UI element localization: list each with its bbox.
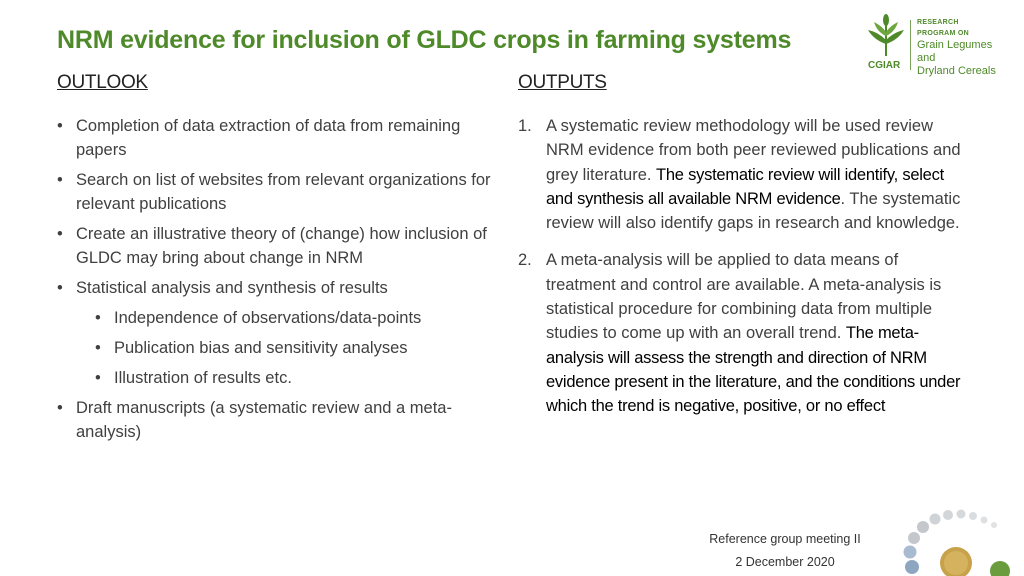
bullet-icon: • [95, 369, 101, 387]
list-item-text: Publication bias and sensitivity analyses [114, 339, 408, 357]
logo-line: Dryland Cereals [917, 65, 996, 77]
list-item-text: Independence of observations/data-points [114, 309, 422, 327]
page-title: NRM evidence for inclusion of GLDC crops in farming systems [57, 26, 792, 54]
numbered-item [518, 114, 968, 235]
item-text: A systematic review methodology will be used review NRM evidence from both peer reviewed publications and grey literature. [546, 117, 961, 184]
logo-program-text [917, 17, 1012, 78]
outlook-list [57, 114, 502, 450]
outputs-heading: OUTPUTS [518, 72, 607, 93]
list-item [57, 222, 502, 270]
list-item-text: Search on list of websites from relevant organizations for relevant publications [76, 171, 491, 213]
logo-line: PROGRAM ON [917, 30, 969, 37]
crop-sheaf-icon [864, 14, 908, 58]
footer-date: 2 December 2020 [735, 555, 835, 569]
item-text: . The systematic review will also identify gaps in research and knowledge. [546, 189, 961, 233]
item-text: A meta-analysis will be applied to data means of treatment and control are available. A meta-analysis is statistical procedure for combining data from multiple studies to come up with an overall trend. [546, 251, 942, 343]
list-item-text: Completion of data extraction of data from remaining papers [76, 117, 461, 159]
footer-meeting: Reference group meeting II [709, 532, 861, 546]
bullet-icon: • [95, 339, 101, 357]
bullet-icon: • [95, 309, 101, 327]
list-item-text: Draft manuscripts (a systematic review and a meta-analysis) [76, 399, 452, 441]
logo-line: RESEARCH [917, 19, 959, 26]
numbered-item [518, 248, 968, 418]
bullet-icon: • [57, 117, 63, 135]
bullet-icon: • [57, 225, 63, 243]
bullet-icon: • [57, 399, 63, 417]
list-item-text: Illustration of results etc. [114, 369, 292, 387]
item-emphasis: The meta-analysis will assess the strength and direction of NRM evidence present in the literature, and the conditions under which the trend is negative, positive, or no effect [546, 324, 961, 416]
list-item [57, 276, 502, 300]
item-number: 2. [518, 251, 532, 270]
sub-list-item [95, 336, 502, 360]
list-item [57, 396, 502, 444]
outlook-heading: OUTLOOK [57, 72, 148, 93]
list-item-text: Statistical analysis and synthesis of results [76, 279, 388, 297]
sub-list-item [95, 306, 502, 330]
item-emphasis: The systematic review will identify, select and synthesis all available NRM evidence [546, 165, 944, 208]
list-item-text: Create an illustrative theory of (change) how inclusion of GLDC may bring about change in NRM [76, 225, 487, 267]
cgiar-wordmark: CGIAR [868, 60, 901, 71]
logo-divider [910, 20, 911, 70]
logo-line: Grain Legumes and [917, 39, 993, 64]
cgiar-gldc-logo [862, 14, 1012, 77]
decorative-bead-arc [890, 505, 1024, 576]
outputs-list [518, 114, 968, 432]
bullet-icon: • [57, 279, 63, 297]
list-item [57, 114, 502, 162]
item-number: 1. [518, 117, 532, 135]
list-item [57, 168, 502, 216]
bullet-icon: • [57, 171, 63, 189]
sub-list-item [95, 366, 502, 390]
